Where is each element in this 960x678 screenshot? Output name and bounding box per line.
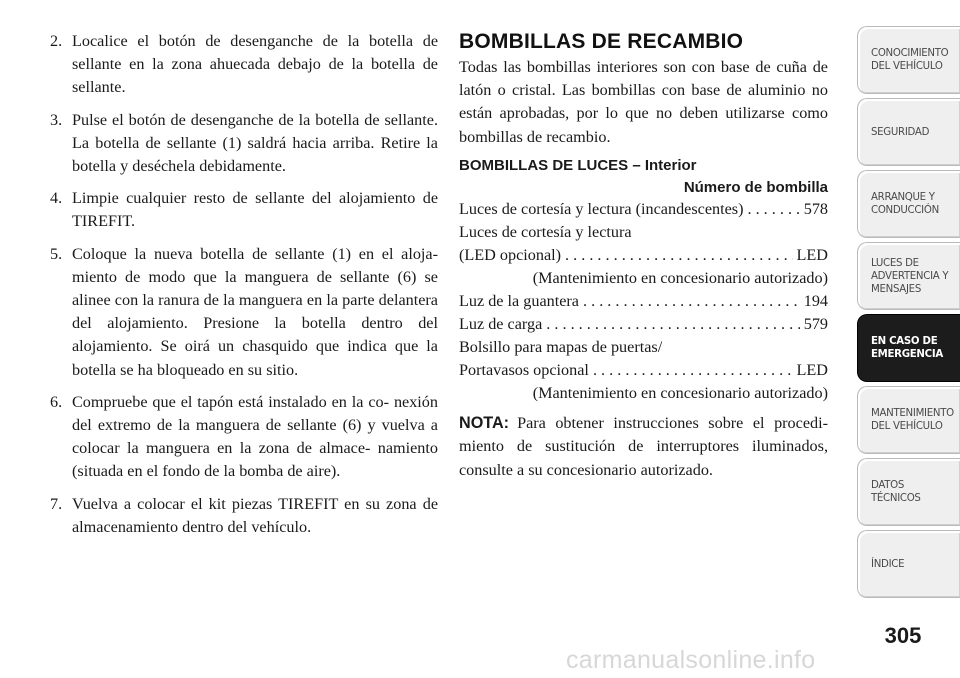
step-text <box>72 493 438 539</box>
step-rest: sellante en la zona ahuecada debajo de la botella de sellante. <box>72 55 438 97</box>
step-item <box>50 243 438 382</box>
step-text <box>72 109 438 179</box>
step-number: 3. <box>50 110 63 129</box>
note-paragraph <box>459 412 828 483</box>
step-text <box>72 187 438 233</box>
bulb-label: Luz de carga <box>459 314 543 333</box>
dot-leader <box>747 198 799 221</box>
bulb-value: LED <box>796 245 828 264</box>
section-title: BOMBILLAS DE RECAMBIO <box>459 30 744 53</box>
step-line1: Vuelva a colocar el kit piezas TIREFIT en su zona de <box>72 494 438 513</box>
tab-label: ARRANQUE Y CONDUCCIÓN <box>871 192 939 216</box>
tab-luces-de-advertencia[interactable] <box>857 242 960 310</box>
step-line1: Coloque la nueva botella de sellante (1) en el aloja- <box>72 244 438 263</box>
tab-indice[interactable] <box>857 530 960 598</box>
bulbs-column <box>459 30 828 499</box>
bulb-number-header: Número de bombilla <box>683 178 828 196</box>
step-rest: nexión del extremo de la manguera de sellante (6) y vuelva a colocar la manguera en la zona de almace- namiento (situada en el fondo de la bomba de aire). <box>72 392 438 481</box>
note-label: NOTA: <box>459 413 510 432</box>
tab-label: DATOS TÉCNICOS <box>871 480 921 504</box>
dot-leader <box>546 313 799 336</box>
bulb-value: 579 <box>803 314 828 333</box>
bulb-label: Luz de la guantera <box>459 291 579 310</box>
tab-label: SEGURIDAD <box>871 126 930 138</box>
step-number: 5. <box>50 244 63 263</box>
step-number: 6. <box>50 392 63 411</box>
bulb-row <box>459 313 828 336</box>
tab-label: ÍNDICE <box>871 558 905 570</box>
step-rest: almacenamiento dentro del vehículo. <box>72 517 312 536</box>
tab-label: EN CASO DE EMERGENCIA <box>871 336 943 360</box>
bulb-value: LED <box>796 360 828 379</box>
step-number: 4. <box>50 189 63 208</box>
subsection-title: BOMBILLAS DE LUCES – Interior <box>459 156 697 174</box>
step-rest: miento de modo que la manguera de sellante (6) se alinee con la ranura de la manguera en la parte delantera del alojamiento. Presione la botella dentro del alojamiento. Se oirá un chasquido que indica que la botella se ha bloqueado en su sitio. <box>72 267 438 379</box>
tab-conocimiento-del-vehiculo[interactable] <box>857 26 960 94</box>
step-item <box>50 493 438 539</box>
step-line1: Pulse el botón de desenganche de la botella de <box>72 110 380 129</box>
bulb-row <box>459 290 828 313</box>
bulb-label: Luces de cortesía y lectura (incandescentes) <box>459 199 744 218</box>
step-item <box>50 187 438 233</box>
step-line1: Localice el botón de desenganche de la botella de <box>72 32 438 50</box>
bulb-value: 194 <box>803 291 828 310</box>
tab-arranque-y-conduccion[interactable] <box>857 170 960 238</box>
bulb-row <box>459 244 828 267</box>
tab-en-caso-de-emergencia[interactable] <box>857 314 960 382</box>
step-item <box>50 30 438 100</box>
bulb-value: 578 <box>803 199 828 218</box>
step-number: 7. <box>50 494 63 513</box>
tab-label: MANTENIMIENTO DEL VEHÍCULO <box>871 408 954 432</box>
step-item <box>50 391 438 484</box>
dot-leader <box>565 244 792 267</box>
step-line1: Limpie cualquier resto de sellante del alojamiento <box>72 189 416 208</box>
step-item <box>50 109 438 179</box>
bulb-label: Portavasos opcional <box>459 360 589 379</box>
bulb-note: (Mantenimiento en concesionario autorizado) <box>532 383 828 402</box>
step-line1: Compruebe que el tapón está instalado en la co- <box>72 392 390 411</box>
note-text: Para obtener instrucciones sobre el procedi- miento de sustitución de interruptores iluminados, consulte a su concesionario autorizado. <box>459 413 828 479</box>
bulb-row <box>459 359 828 382</box>
intro-paragraph: Todas las bombillas interiores son con base de cuña de latón o cristal. Las bombillas con base de aluminio no están aprobadas, por lo que no deben utilizarse como bombillas de recambio. <box>459 58 828 146</box>
tab-datos-tecnicos[interactable] <box>857 458 960 526</box>
tab-label: CONOCIMIENTO DEL VEHÍCULO <box>871 48 949 72</box>
tab-seguridad[interactable] <box>857 98 960 166</box>
dot-leader <box>583 290 800 313</box>
tab-mantenimiento-del-vehiculo[interactable] <box>857 386 960 454</box>
step-text <box>72 243 438 382</box>
bulb-label: (LED opcional) <box>459 245 562 264</box>
step-number: 2. <box>50 32 63 50</box>
bulb-label-line: Luces de cortesía y lectura <box>459 222 632 241</box>
watermark: carmanualsonline.info <box>566 646 816 674</box>
dot-leader <box>593 359 793 382</box>
step-text <box>72 30 438 100</box>
bulb-row <box>459 198 828 221</box>
instructions-column <box>50 30 438 548</box>
bulb-note: (Mantenimiento en concesionario autorizado) <box>532 268 828 287</box>
bulb-label-line: Bolsillo para mapas de puertas/ <box>459 337 663 356</box>
chapter-tabs <box>857 26 960 602</box>
page-number: 305 <box>884 623 922 648</box>
tab-label: LUCES DE ADVERTENCIA Y MENSAJES <box>871 257 949 295</box>
step-text <box>72 391 438 484</box>
step-rest: de TIREFIT. <box>72 189 438 231</box>
step-rest: sellante. La botella de sellante (1) saldrá hacia arriba. Retire la botella y deséchela debidamente. <box>72 110 438 176</box>
